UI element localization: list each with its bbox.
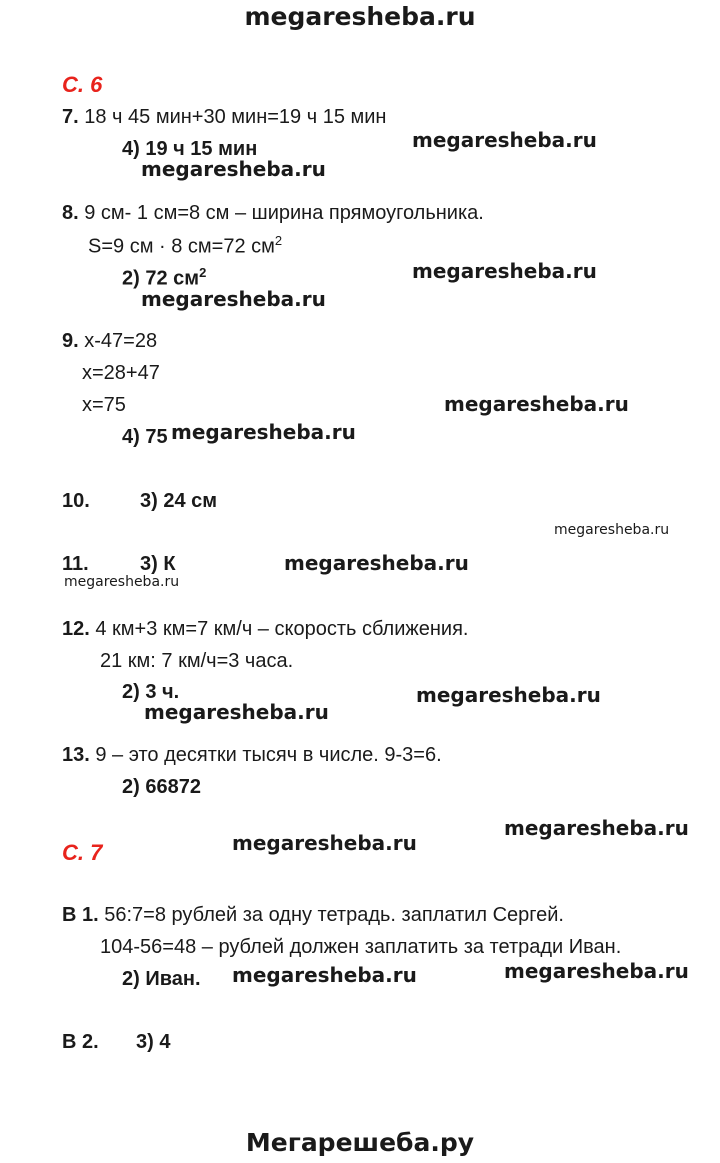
task-b2-number: В 2. [62, 1031, 99, 1053]
exponent: 2 [199, 265, 207, 280]
task-13-line-1 [62, 744, 442, 767]
task-b2-answer: 3) 4 [136, 1031, 171, 1053]
watermark: megaresheba.ru [232, 831, 417, 855]
watermark: megaresheba.ru [171, 420, 356, 444]
task-number: В 1. [62, 904, 99, 926]
task-10-answer: 3) 24 см [140, 490, 218, 512]
task-b1-answer: 2) Иван. [122, 968, 201, 990]
task-text: S=9 см · 8 см=72 см [88, 235, 275, 258]
task-b1-line-1 [62, 904, 564, 927]
task-number: 12. [62, 618, 90, 640]
task-number: 7. [62, 106, 79, 128]
watermark: megaresheba.ru [141, 287, 326, 311]
exponent: 2 [274, 233, 283, 248]
task-number: 9. [62, 330, 79, 352]
watermark: megaresheba.ru [412, 259, 597, 283]
task-13-answer: 2) 66872 [122, 776, 201, 798]
watermark: megaresheba.ru [416, 683, 601, 707]
watermark: megaresheba.ru [232, 963, 417, 987]
watermark: megaresheba.ru [444, 392, 629, 416]
task-9-line-1 [62, 330, 157, 353]
task-9-line-2: х=28+47 [82, 362, 160, 384]
task-text: 18 ч 45 мин+30 мин=19 ч 15 мин [84, 106, 387, 128]
task-11-number: 11. [62, 553, 89, 575]
task-text: 4 км+3 км=7 км/ч – скорость сближения. [95, 618, 469, 640]
task-7-line-1 [62, 106, 386, 129]
watermark: megaresheba.ru [504, 816, 689, 840]
task-8-line-2 [88, 233, 282, 259]
page-label-6: С. 6 [62, 72, 103, 97]
site-footer: Мегарешеба.ру [245, 1128, 475, 1157]
task-number: 8. [62, 202, 79, 224]
task-12-line-2: 21 км: 7 км/ч=3 часа. [100, 650, 294, 672]
watermark: megaresheba.ru [504, 959, 689, 983]
watermark: megaresheba.ru [141, 157, 326, 181]
task-number: 13. [62, 744, 90, 766]
task-12-line-1 [62, 618, 468, 641]
task-b1-line-2: 104-56=48 – рублей должен заплатить за тетради Иван. [100, 936, 622, 958]
watermark: megaresheba.ru [284, 551, 469, 575]
watermark: megaresheba.ru [144, 700, 329, 724]
task-10-number: 10. [62, 490, 90, 512]
task-text: 56:7=8 рублей за одну тетрадь. заплатил Сергей. [104, 904, 564, 926]
task-12-answer: 2) 3 ч. [122, 681, 180, 703]
task-9-line-3: х=75 [82, 394, 126, 416]
task-text: х-47=28 [84, 330, 158, 352]
page-label-7: С. 7 [62, 840, 103, 865]
answer-text: 2) 72 см [122, 267, 200, 290]
task-11-answer: 3) К [140, 553, 176, 575]
watermark: megaresheba.ru [412, 128, 597, 152]
task-text: 9 см- 1 см=8 см – ширина прямоугольника. [84, 202, 484, 224]
task-8-line-1 [62, 202, 484, 225]
task-9-answer: 4) 75 [122, 426, 168, 448]
task-7-answer: 4) 19 ч 15 мин [122, 138, 258, 160]
watermark: megaresheba.ru [64, 574, 180, 590]
site-header: megaresheba.ru [244, 2, 476, 31]
watermark: megaresheba.ru [554, 522, 670, 538]
task-text: 9 – это десятки тысяч в числе. 9-3=6. [95, 744, 442, 766]
